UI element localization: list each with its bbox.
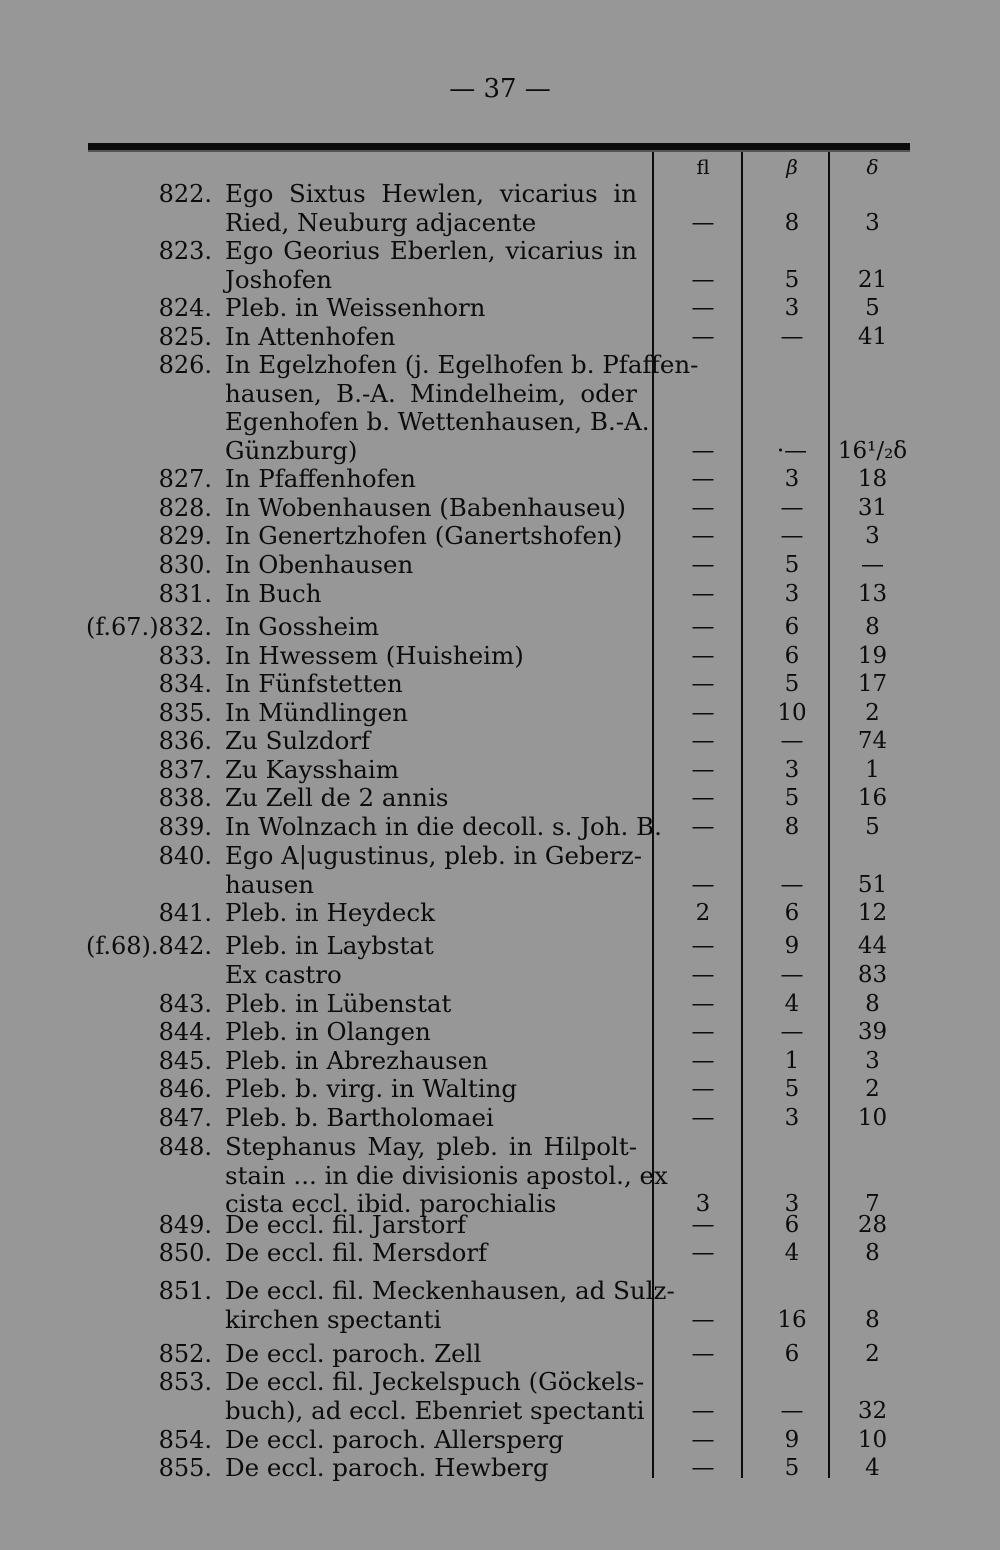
value-col-a: —	[691, 1019, 715, 1045]
entry-text-line: Günzburg)	[225, 435, 358, 465]
value-col-b: 6	[784, 1212, 800, 1238]
entry-text-line: kirchen spectanti	[225, 1304, 442, 1334]
value-col-b: —	[780, 495, 804, 521]
value-col-a: 3	[695, 1191, 711, 1218]
value-col-a: —	[691, 814, 715, 840]
value-col-a: —	[691, 614, 715, 640]
entry-text-line: In Egelzhofen (j. Egelhofen b. Pfaffen-	[225, 350, 699, 379]
entry-number: 852.	[158, 1340, 212, 1368]
value-col-b: 9	[784, 933, 800, 959]
entry-text-line: De eccl. paroch. Zell	[225, 1339, 482, 1368]
entry-number: 824.	[158, 294, 212, 322]
value-col-d: 16¹/₂δ	[837, 437, 908, 464]
value-col-d: 2	[865, 1076, 880, 1102]
entry-text-line: Pleb. in Laybstat	[225, 931, 434, 960]
entry-number: 830.	[158, 551, 212, 579]
value-col-d: 3	[865, 523, 880, 549]
value-col-d: 2	[865, 700, 880, 726]
value-col-a: —	[691, 466, 715, 492]
entry-text-line: hausen, B.-A. Mindelheim, oder	[225, 378, 637, 408]
value-col-a: —	[691, 1105, 715, 1131]
value-col-b: 1	[784, 1048, 800, 1074]
entry-number: 827.	[158, 465, 212, 493]
entry-number: 853.	[158, 1368, 212, 1396]
value-col-a: —	[691, 1306, 715, 1333]
value-col-b: 5	[784, 1455, 800, 1481]
entry-text-line: Ex castro	[225, 960, 342, 989]
value-col-b: —	[780, 728, 804, 754]
entry-text-line: stain ... in die divisionis apostol., ex	[225, 1160, 668, 1190]
entry-number: 823.	[158, 237, 212, 265]
value-col-b: 6	[784, 614, 800, 640]
entry-number: 855.	[158, 1454, 212, 1482]
value-col-a: —	[691, 523, 715, 549]
entry-number: 849.	[158, 1211, 212, 1239]
value-col-b: —	[780, 871, 804, 898]
value-col-d: 8	[865, 1306, 880, 1333]
entry-text-line: Pleb. in Abrezhausen	[225, 1046, 488, 1075]
entry-text-line: De eccl. paroch. Hewberg	[225, 1453, 549, 1482]
entry-text-line: In Fünfstetten	[225, 669, 403, 698]
entry-text-line: In Gossheim	[225, 612, 380, 641]
entry-number: 841.	[158, 899, 212, 927]
value-col-a: —	[691, 1076, 715, 1102]
value-col-d: —	[861, 552, 884, 578]
value-col-b: 4	[784, 1240, 800, 1266]
value-col-d: 7	[865, 1191, 880, 1218]
column-header-a: ﬂ	[696, 155, 710, 179]
entry-number: 839.	[158, 813, 212, 841]
value-col-b: 5	[784, 1076, 800, 1102]
entry-text-line: Ego A|ugustinus, pleb. in Geberz-	[225, 841, 643, 870]
value-col-a: —	[691, 671, 715, 697]
value-col-b: —	[780, 1019, 804, 1045]
value-col-d: 74	[857, 728, 888, 754]
value-col-b: 9	[784, 1427, 800, 1453]
entry-number: 843.	[158, 990, 212, 1018]
value-col-d: 13	[857, 581, 888, 607]
value-col-a: —	[691, 495, 715, 521]
value-col-a: —	[691, 962, 715, 988]
value-col-a: —	[691, 1455, 715, 1481]
column-header-d: δ	[866, 155, 879, 179]
entry-text-line: De eccl. fil. Jeckelspuch (Göckels-	[225, 1367, 645, 1396]
entry-text-line: In Pfaffenhofen	[225, 464, 416, 493]
entry-number: 840.	[158, 842, 212, 870]
value-col-d: 8	[865, 991, 880, 1017]
value-col-b: 16	[777, 1306, 807, 1333]
value-col-a: —	[691, 295, 715, 321]
entry-number: 850.	[158, 1239, 212, 1267]
value-col-b: 3	[784, 1191, 800, 1218]
value-col-b: 3	[784, 581, 800, 607]
value-col-d: 28	[857, 1212, 888, 1238]
value-col-b: —	[780, 962, 804, 988]
value-col-d: 3	[865, 1048, 880, 1074]
entry-text-line: In Hwessem (Huisheim)	[225, 641, 524, 670]
value-col-a: —	[691, 643, 715, 669]
entry-number: (f.68).842.	[86, 932, 212, 960]
value-col-a: —	[691, 1397, 715, 1424]
value-col-b: ·—	[776, 437, 808, 464]
value-col-b: 3	[784, 466, 800, 492]
value-col-d: 5	[865, 295, 880, 321]
value-col-d: 4	[865, 1455, 880, 1481]
value-col-d: 51	[857, 871, 888, 898]
value-col-a: —	[691, 991, 715, 1017]
entry-text-line: De eccl. fil. Jarstorf	[225, 1210, 467, 1239]
value-col-a: —	[691, 581, 715, 607]
value-col-a: —	[691, 933, 715, 959]
entry-text-line: De eccl. fil. Meckenhausen, ad Sulz-	[225, 1276, 675, 1305]
value-col-b: 8	[784, 209, 800, 236]
value-col-d: 10	[857, 1105, 888, 1131]
value-col-b: 3	[784, 757, 800, 783]
value-col-d: 19	[857, 643, 888, 669]
value-col-d: 18	[857, 466, 888, 492]
entry-text-line: cista eccl. ibid. parochialis	[225, 1189, 557, 1219]
value-col-a: —	[691, 1048, 715, 1074]
entry-number: 845.	[158, 1047, 212, 1075]
entry-text-line: De eccl. paroch. Allersperg	[225, 1425, 564, 1454]
entry-number: 834.	[158, 670, 212, 698]
value-col-b: 8	[784, 814, 800, 840]
value-col-b: 5	[784, 266, 800, 293]
value-col-b: 5	[784, 552, 800, 578]
entry-number: 838.	[158, 784, 212, 812]
value-col-b: 6	[784, 643, 800, 669]
value-col-b: 4	[784, 991, 800, 1017]
page-number: — 37 —	[449, 74, 551, 104]
entry-text-line: In Wobenhausen (Babenhauseu)	[225, 493, 626, 522]
value-col-a: 2	[695, 900, 711, 926]
value-col-d: 21	[857, 266, 888, 293]
entry-number: 828.	[158, 494, 212, 522]
value-col-b: —	[780, 523, 804, 549]
entry-text-line: Pleb. in Lübenstat	[225, 989, 452, 1018]
entry-text-line: Zu Kaysshaim	[225, 755, 399, 784]
value-col-a: —	[691, 324, 715, 350]
entry-text-line: De eccl. fil. Mersdorf	[225, 1238, 488, 1267]
column-header-b: β	[786, 155, 798, 179]
value-col-b: 3	[784, 295, 800, 321]
entry-text-line: Pleb. b. Bartholomaei	[225, 1103, 494, 1132]
value-col-a: —	[691, 1341, 715, 1367]
entry-number: 848.	[158, 1133, 212, 1161]
value-col-d: 39	[857, 1019, 888, 1045]
entry-text-line: Joshofen	[225, 264, 333, 294]
entry-text-line: In Buch	[225, 579, 322, 608]
value-col-d: 2	[865, 1341, 880, 1367]
entry-text-line: In Attenhofen	[225, 322, 396, 351]
entry-number: 854.	[158, 1426, 212, 1454]
entry-number: 825.	[158, 323, 212, 351]
entry-text-line: Zu Zell de 2 annis	[225, 783, 449, 812]
value-col-d: 41	[857, 324, 888, 350]
value-col-d: 12	[857, 900, 888, 926]
value-col-a: —	[691, 552, 715, 578]
value-col-d: 10	[857, 1427, 888, 1453]
value-col-d: 17	[857, 671, 888, 697]
value-col-a: —	[691, 437, 715, 464]
value-col-a: —	[691, 728, 715, 754]
value-col-d: 83	[857, 962, 888, 988]
entry-text-line: Pleb. b. virg. in Walting	[225, 1074, 518, 1103]
value-col-b: 6	[784, 1341, 800, 1367]
value-col-b: 10	[777, 700, 807, 726]
entry-number: 846.	[158, 1075, 212, 1103]
entry-number: 835.	[158, 699, 212, 727]
entry-number: 837.	[158, 756, 212, 784]
value-col-b: —	[780, 324, 804, 350]
value-col-a: —	[691, 785, 715, 811]
value-col-d: 16	[857, 785, 888, 811]
entry-text-line: In Wolnzach in die decoll. s. Joh. B.	[225, 812, 662, 841]
value-col-a: —	[691, 1240, 715, 1266]
entry-number: 822.	[158, 180, 212, 208]
value-col-d: 8	[865, 614, 880, 640]
value-col-d: 3	[865, 209, 880, 236]
entry-text-line: Stephanus May, pleb. in Hilpolt-	[225, 1132, 637, 1161]
value-col-d: 5	[865, 814, 880, 840]
value-col-a: —	[691, 1212, 715, 1238]
entry-number: 851.	[158, 1277, 212, 1305]
entry-number: 833.	[158, 642, 212, 670]
entry-text-line: Pleb. in Olangen	[225, 1017, 431, 1046]
entry-text-line: In Genertzhofen (Ganertshofen)	[225, 521, 623, 550]
value-col-b: 6	[784, 900, 800, 926]
entry-text-line: Ried, Neuburg adjacente	[225, 207, 537, 237]
entry-text-line: buch), ad eccl. Ebenriet spectanti	[225, 1395, 645, 1425]
value-col-b: 3	[784, 1105, 800, 1131]
value-col-b: —	[780, 1397, 804, 1424]
entry-text-line: hausen	[225, 869, 315, 899]
entry-text-line: Ego Sixtus Hewlen, vicarius in	[225, 179, 637, 208]
entry-number: 847.	[158, 1104, 212, 1132]
value-col-a: —	[691, 700, 715, 726]
value-col-d: 32	[857, 1397, 888, 1424]
value-col-d: 44	[857, 933, 888, 959]
entry-number: 831.	[158, 580, 212, 608]
value-col-a: —	[691, 757, 715, 783]
value-col-a: —	[691, 209, 715, 236]
value-col-a: —	[691, 266, 715, 293]
entry-text-line: Egenhofen b. Wettenhausen, B.-A.	[225, 407, 650, 437]
entry-number: 829.	[158, 522, 212, 550]
entry-text-line: In Obenhausen	[225, 550, 414, 579]
entry-text-line: Pleb. in Weissenhorn	[225, 293, 486, 322]
entry-text-line: Zu Sulzdorf	[225, 726, 371, 755]
entry-number: 844.	[158, 1018, 212, 1046]
value-col-a: —	[691, 871, 715, 898]
entry-text-line: Ego Georius Eberlen, vicarius in	[225, 236, 637, 265]
entry-number: 836.	[158, 727, 212, 755]
value-col-d: 8	[865, 1240, 880, 1266]
entry-text-line: In Mündlingen	[225, 698, 408, 727]
entry-number: 826.	[158, 351, 212, 379]
value-col-b: 5	[784, 671, 800, 697]
value-col-a: —	[691, 1427, 715, 1453]
value-col-d: 31	[857, 495, 888, 521]
entry-number: (f.67.)832.	[86, 613, 212, 641]
value-col-d: 1	[865, 757, 880, 783]
value-col-b: 5	[784, 785, 800, 811]
entry-text-line: Pleb. in Heydeck	[225, 898, 435, 927]
